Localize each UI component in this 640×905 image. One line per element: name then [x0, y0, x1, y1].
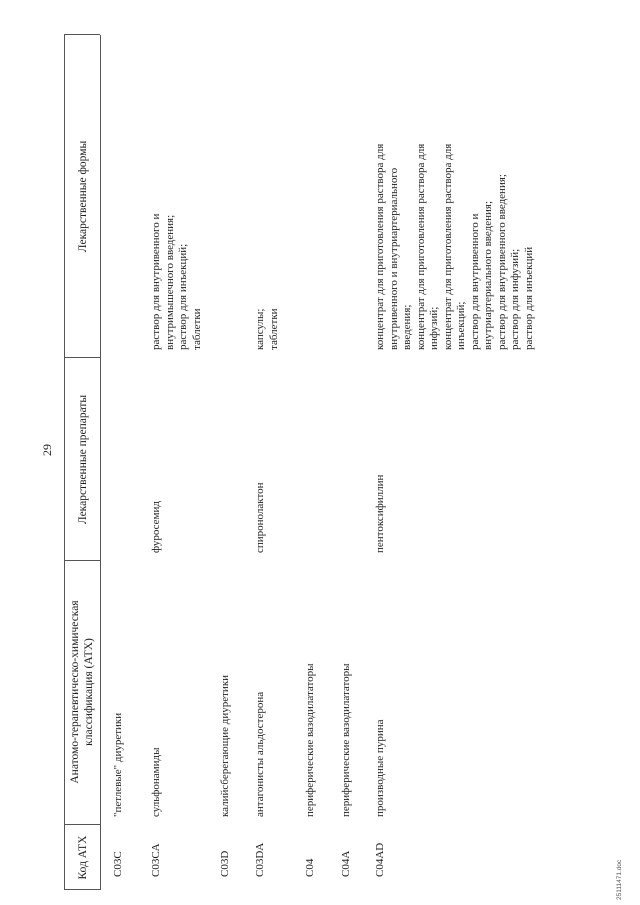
row-forms: капсулы; таблетки: [254, 308, 280, 350]
footer-filename: 25111471.doc: [616, 859, 623, 900]
header-bottom-border: [100, 35, 101, 890]
row-code: C04: [304, 858, 316, 877]
row-preparation: фуросемид: [150, 501, 162, 553]
header-code: Код АТХ: [77, 835, 89, 880]
row-code: C03DA: [254, 842, 266, 877]
page-number: 29: [40, 444, 54, 456]
row-code: C04A: [340, 850, 352, 877]
row-classification: калийсберегающие диуретики: [219, 674, 231, 817]
row-classification: производные пурина: [374, 719, 386, 817]
header-classification: Анатомо-терапевтическо-химическая классификация (АТХ): [69, 600, 95, 784]
row-classification: "петлевые" диуретики: [112, 712, 124, 817]
row-classification: сульфонамиды: [150, 747, 162, 817]
header-preparations: Лекарственные препараты: [77, 394, 89, 525]
row-preparation: спиронолактон: [254, 482, 266, 553]
row-preparation: пентоксифиллин: [374, 474, 386, 553]
row-forms: раствор для внутривенного и внутримышечного введения; раствор для инъекций; таблетки: [150, 213, 203, 350]
row-classification: антагонисты альдостерона: [254, 691, 266, 817]
row-code: C03C: [112, 851, 124, 877]
row-classification: периферические вазодилататоры: [304, 663, 316, 817]
row-code: C03D: [219, 850, 231, 877]
row-code: C04AD: [374, 842, 386, 877]
row-forms: концентрат для приготовления раствора для внутривенного и внутриартериального введения; концентрат для приготовления раствора для инфузий; концентрат для приготовления раствора для инъекций; раствор для внутривенного и внутриартериального введения; раствор для внутривенного введения; раствор для инфузий; раствор для инъекций: [374, 143, 535, 350]
row-classification: периферические вазодилататоры: [340, 663, 352, 817]
header-forms: Лекарственные формы: [77, 140, 89, 253]
table-top-border: [64, 35, 65, 890]
row-code: C03CA: [150, 843, 162, 877]
